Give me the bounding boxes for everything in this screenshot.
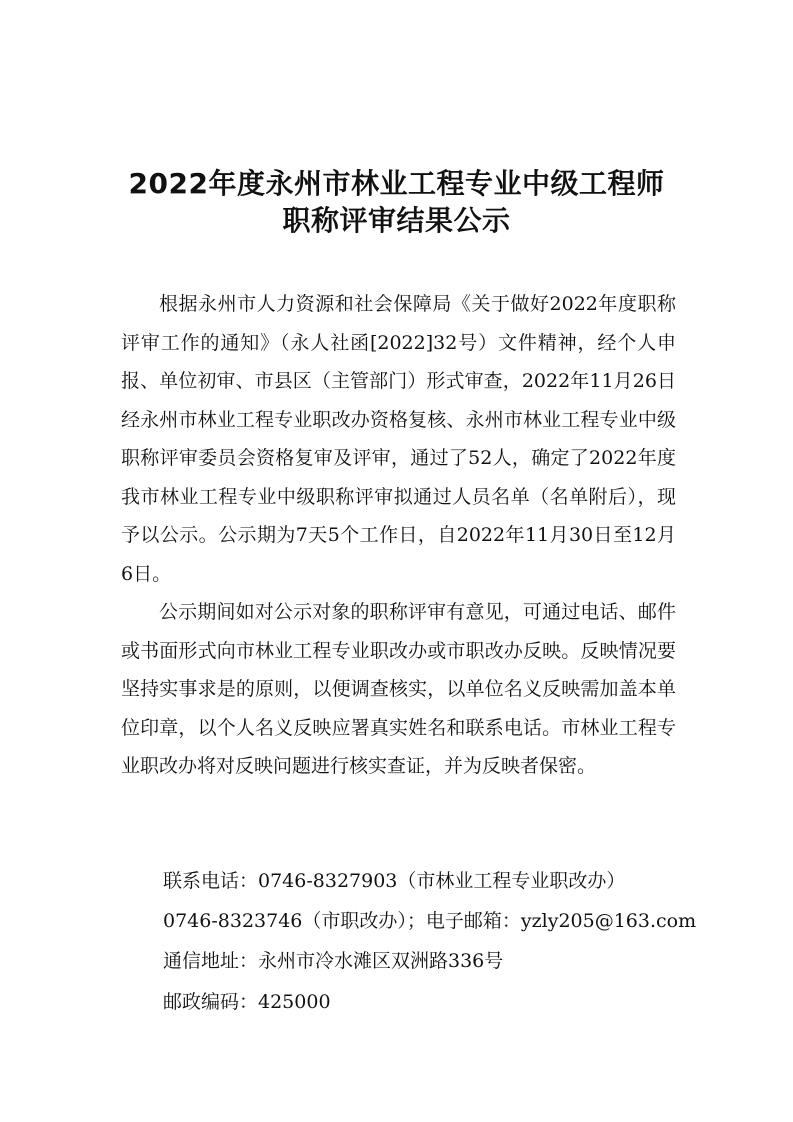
paragraph-notice: 根据永州市人力资源和社会保障局《关于做好2022年度职称评审工作的通知》（永人社函[2022]32号）文件精神，经个人申报、单位初审、市县区（主管部门）形式审查，2022年11月26日经永州市林业工程专业职改办资格复核、永州市林业工程专业中级职称评审委员会资格复审及评审，通过了52人，确定了2022年度我市林业工程专业中级职称评审拟通过人员名单（名单附后），现予以公示。公示期为7天5个工作日，自2022年11月30日至12月6日。 — [121, 293, 676, 585]
document-title-line1: 2022年度永州市林业工程专业中级工程师 — [128, 167, 665, 200]
document-title-line2: 职称评审结果公示 — [282, 204, 511, 237]
contact-address: 通信地址：永州市冷水滩区双洲路336号 — [163, 950, 504, 972]
contact-phone-email: 0746-8323746（市职改办）；电子邮箱：yzly205@163.com — [163, 910, 697, 932]
contact-phone: 联系电话：0746-8327903（市林业工程专业职改办） — [163, 870, 626, 892]
document-body — [121, 285, 676, 786]
paragraph-objection: 公示期间如对公示对象的职称评审有意见，可通过电话、邮件或书面形式向市林业工程专业职改办或市职改办反映。反映情况要坚持实事求是的原则，以便调查核实，以单位名义反映需加盖本单位印章，以个人名义反映应署真实姓名和联系电话。市林业工程专业职改办将对反映问题进行核实查证，并为反映者保密。 — [121, 601, 676, 777]
contact-postcode: 邮政编码：425000 — [163, 991, 331, 1013]
